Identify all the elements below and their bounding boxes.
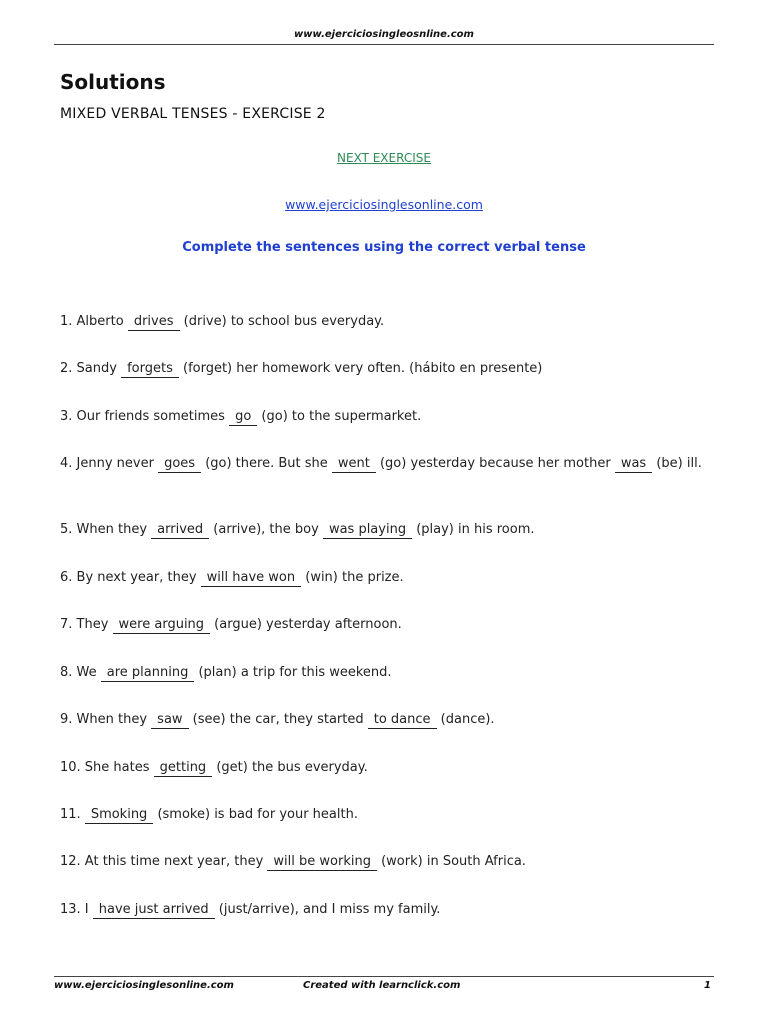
question-text: (be) ill. <box>652 456 702 471</box>
question-text: (smoke) is bad for your health. <box>153 807 358 822</box>
answer-blank: have just arrived <box>93 902 215 919</box>
answer-blank: were arguing <box>113 617 211 634</box>
question-text: (work) in South Africa. <box>376 854 526 869</box>
question-text: 13. I <box>60 902 93 917</box>
page-title: Solutions <box>60 70 166 94</box>
answer-blank: forgets <box>121 361 179 378</box>
footer-page-number: 1 <box>704 980 711 991</box>
answer-blank: will have won <box>201 570 301 587</box>
question-6 <box>60 568 710 587</box>
question-text: (dance). <box>436 712 495 727</box>
question-11 <box>60 805 710 824</box>
answer-blank: getting <box>154 760 213 777</box>
question-text: (get) the bus everyday. <box>212 760 368 775</box>
question-text: 4. Jenny never <box>60 456 159 471</box>
answer-blank: goes <box>158 456 201 473</box>
question-text: 10. She hates <box>60 760 154 775</box>
question-text: 8. We <box>60 665 101 680</box>
answer-blank: saw <box>151 712 188 729</box>
question-text: 2. Sandy <box>60 361 122 376</box>
answer-blank: went <box>332 456 376 473</box>
question-4 <box>60 454 710 473</box>
answer-blank: was playing <box>323 522 412 539</box>
question-5 <box>60 520 710 539</box>
answer-blank: was <box>615 456 652 473</box>
header-url: www.ejerciciosingleosnline.com <box>294 29 474 40</box>
answer-blank: drives <box>128 314 180 331</box>
question-text: (arrive), the boy <box>209 522 323 537</box>
question-text: (drive) to school bus everyday. <box>179 314 385 329</box>
question-1 <box>60 312 710 331</box>
answer-blank: arrived <box>151 522 209 539</box>
answer-blank: Smoking <box>85 807 154 824</box>
question-text: 12. At this time next year, they <box>60 854 268 869</box>
footer-credit: Created with learnclick.com <box>303 980 461 991</box>
question-2 <box>60 359 710 378</box>
answer-blank: go <box>229 409 257 426</box>
question-text: (plan) a trip for this weekend. <box>194 665 392 680</box>
next-exercise-container <box>0 147 768 166</box>
question-text: 3. Our friends sometimes <box>60 409 230 424</box>
question-text: (go) to the supermarket. <box>257 409 422 424</box>
question-text: (just/arrive), and I miss my family. <box>214 902 441 917</box>
answer-blank: will be working <box>267 854 377 871</box>
question-3 <box>60 407 710 426</box>
footer-divider <box>54 976 714 977</box>
instruction-text: Complete the sentences using the correct verbal tense <box>182 240 586 255</box>
question-10 <box>60 758 710 777</box>
question-text: 6. By next year, they <box>60 570 201 585</box>
footer-site: www.ejerciciosinglesonline.com <box>54 980 234 991</box>
answer-blank: are planning <box>101 665 195 682</box>
question-text: 9. When they <box>60 712 152 727</box>
answer-blank: to dance <box>368 712 437 729</box>
next-exercise-link[interactable]: NEXT EXERCISE <box>337 151 431 165</box>
exercise-subtitle: MIXED VERBAL TENSES - EXERCISE 2 <box>60 106 326 122</box>
question-text: (win) the prize. <box>301 570 404 585</box>
site-link[interactable]: www.ejerciciosinglesonline.com <box>285 197 483 212</box>
question-text: (see) the car, they started <box>188 712 368 727</box>
site-link-container <box>0 194 768 213</box>
question-9 <box>60 710 710 729</box>
question-text: 5. When they <box>60 522 152 537</box>
question-text: 1. Alberto <box>60 314 128 329</box>
question-text: (go) there. But she <box>201 456 332 471</box>
question-8 <box>60 663 710 682</box>
question-text: 11. <box>60 807 85 822</box>
question-text: (play) in his room. <box>412 522 535 537</box>
question-text: (go) yesterday because her mother <box>375 456 615 471</box>
question-text: 7. They <box>60 617 113 632</box>
question-12 <box>60 852 710 871</box>
question-text: (forget) her homework very often. (hábito en presente) <box>178 361 543 376</box>
question-13 <box>60 900 710 919</box>
question-7 <box>60 615 710 634</box>
question-text: (argue) yesterday afternoon. <box>210 617 402 632</box>
header-divider <box>54 44 714 45</box>
